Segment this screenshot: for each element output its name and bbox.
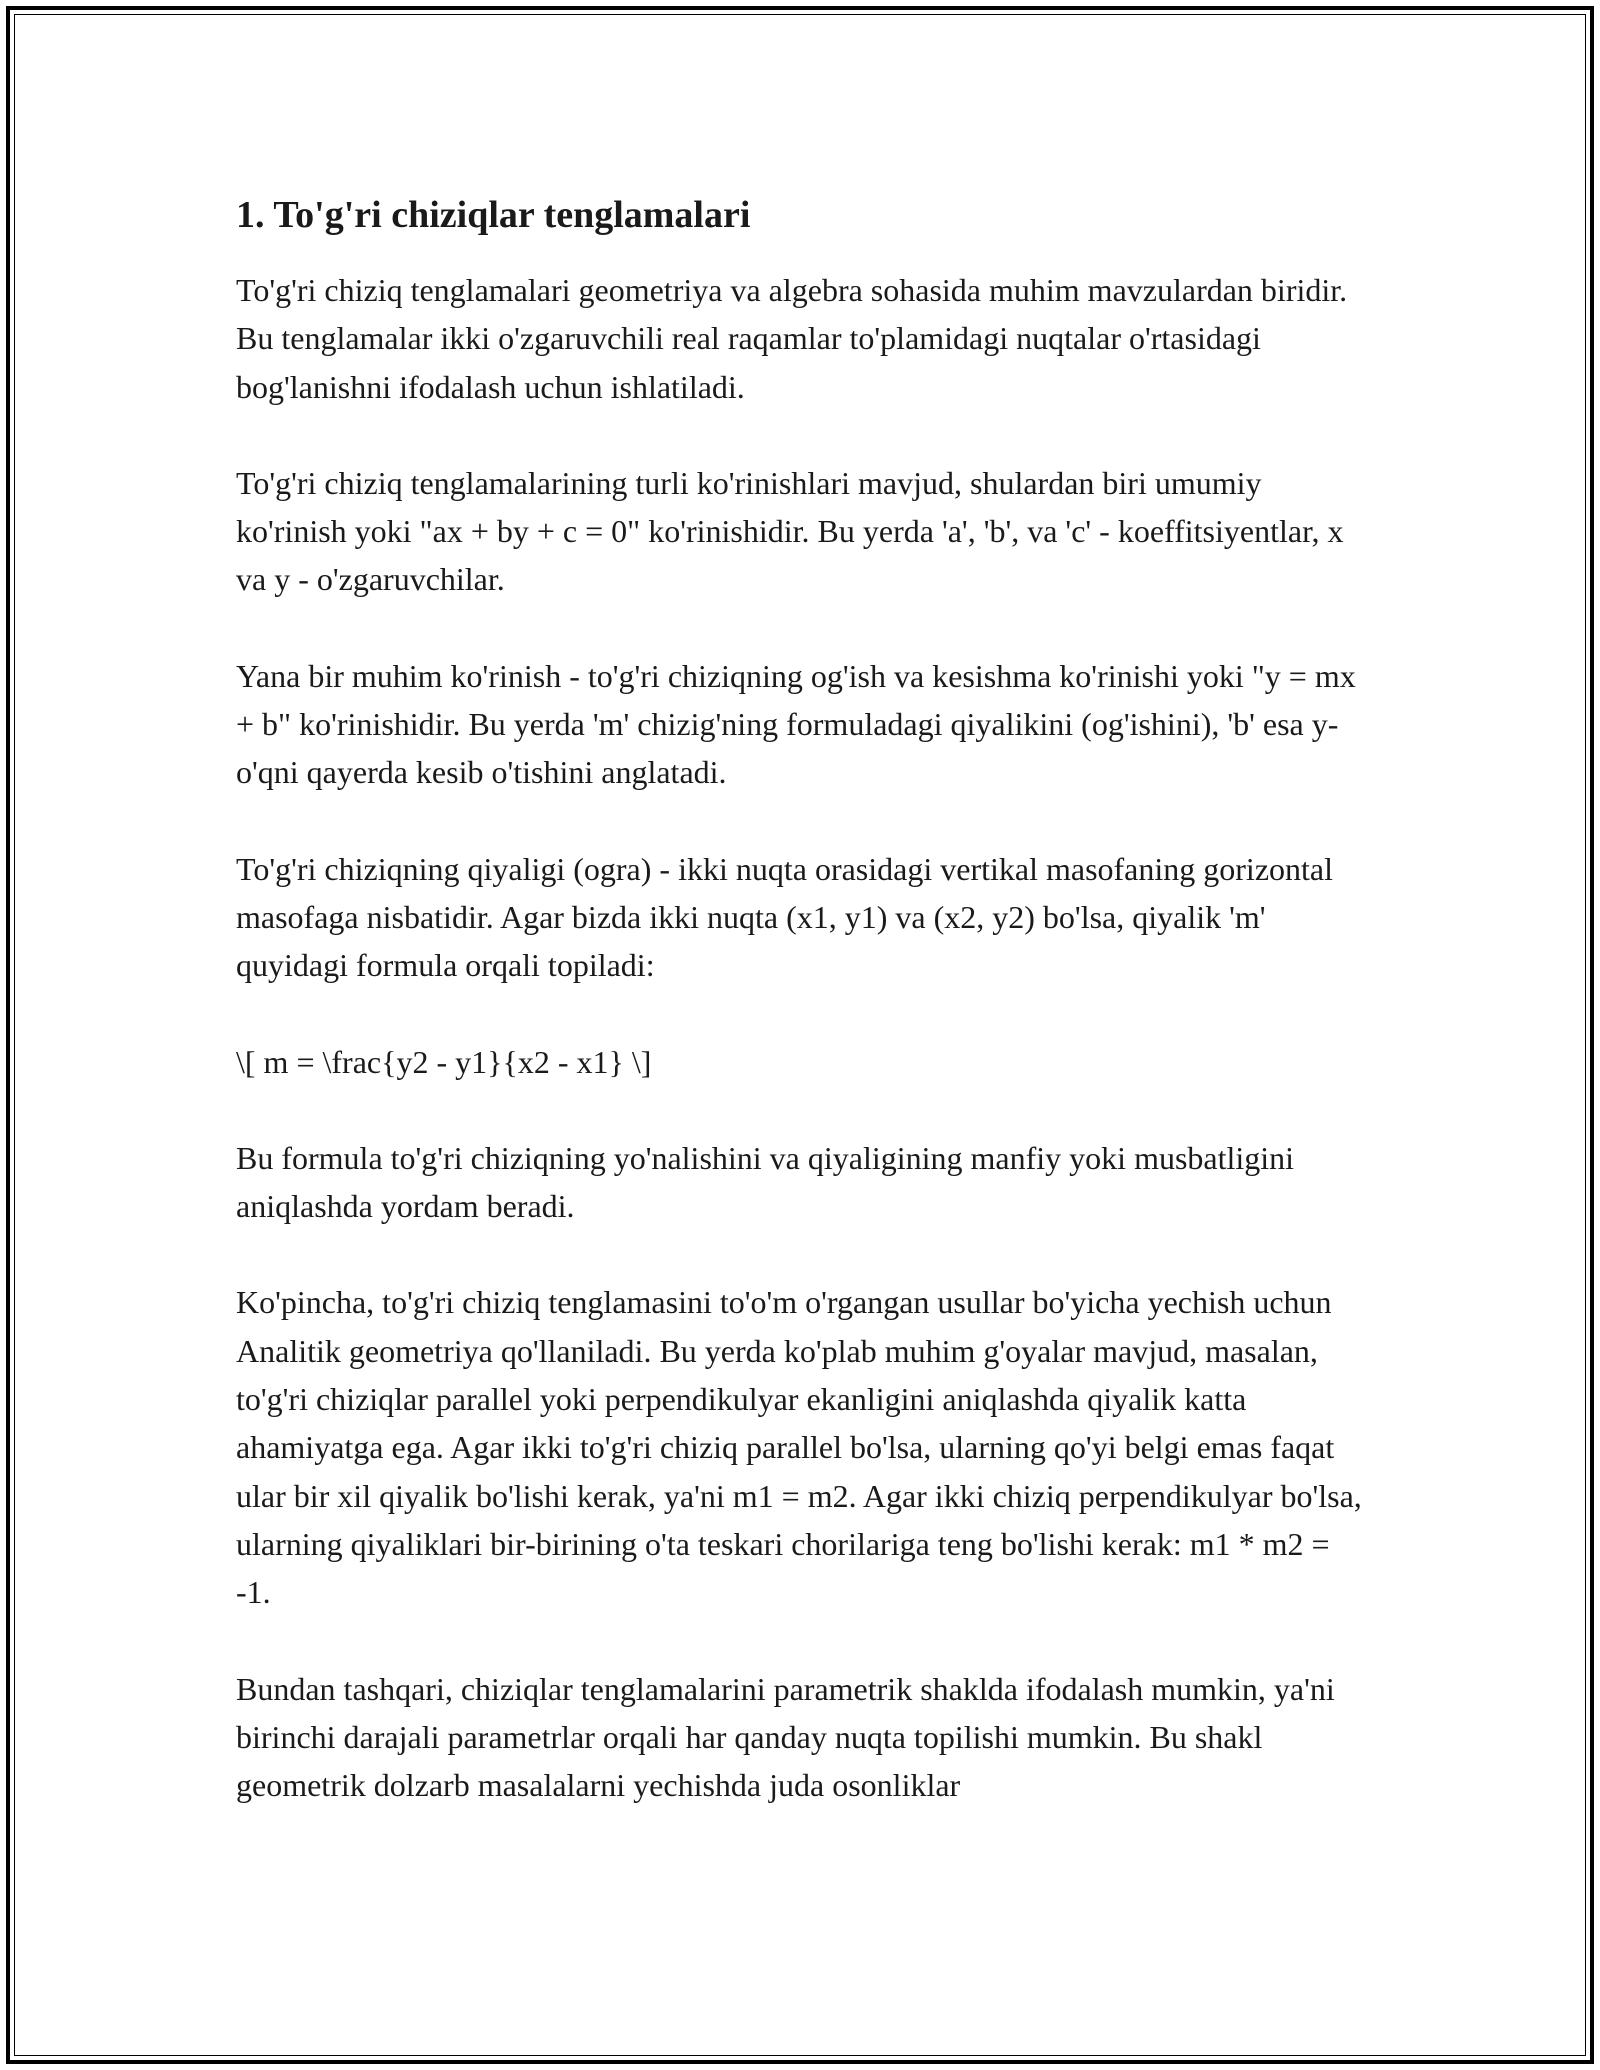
paragraph-formula-use: Bu formula to'g'ri chiziqning yo'nalishini va qiyaligining manfiy yoki musbatligini aniqlashda yordam beradi. xyxy=(236,1139,1295,1225)
section-heading: 1. To'g'ri chiziqlar tenglamalari xyxy=(236,194,751,236)
document-body xyxy=(236,188,1366,1857)
paragraph-general-form: To'g'ri chiziq tenglamalarining turli ko'rinishlari mavjud, shulardan biri umumiy ko'rinish yoki "ax + by + c = 0" ko'rinishidir. Bu yerda 'a', 'b', va 'c' - koeffitsiyentlar, x va y - o'zgaruvchilar. xyxy=(236,464,1344,598)
paragraph-parallel-perpendicular: Ko'pincha, to'g'ri chiziq tenglamasini to'o'm o'rgangan usullar bo'yicha yechish uchun Analitik geometriya qo'llaniladi. Bu yerda ko'plab muhim g'oyalar mavjud, masalan, to'g'ri chiziqlar parallel yoki perpendikulyar ekanligini aniqlashda qiyalik katta ahamiyatga ega. Agar ikki to'g'ri chiziq parallel bo'lsa, ularning qo'yi belgi emas faqat ular bir xil qiyalik bo'lishi kerak, ya'ni m1 = m2. Agar ikki chiziq perpendikulyar bo'lsa, ularning qiyaliklari bir-birining o'ta teskari chorilariga teng bo'lishi kerak: m1 * m2 = -1. xyxy=(236,1284,1362,1611)
slope-formula: \[ m = \frac{y2 - y1}{x2 - x1} \] xyxy=(236,1043,652,1080)
paragraph-slope-definition: To'g'ri chiziqning qiyaligi (ogra) - ikki nuqta orasidagi vertikal masofaning gorizontal masofaga nisbatidir. Agar bizda ikki nuqta (x1, y1) va (x2, y2) bo'lsa, qiyalik 'm' quyidagi formula orqali topiladi: xyxy=(236,850,1333,984)
paragraph-intro: To'g'ri chiziq tenglamalari geometriya va algebra sohasida muhim mavzulardan biridir. Bu tenglamalar ikki o'zgaruvchili real raqamlar to'plamidagi nuqtalar o'rtasidagi bog'lanishni ifodalash uchun ishlatiladi. xyxy=(236,272,1348,405)
paragraph-parametric: Bundan tashqari, chiziqlar tenglamalarini parametrik shaklda ifodalash mumkin, ya'ni birinchi darajali parametrlar orqali har qanday nuqta topilishi mumkin. Bu shakl geometrik dolzarb masalalarni yechishda juda osonliklar xyxy=(236,1670,1335,1804)
paragraph-slope-intercept: Yana bir muhim ko'rinish - to'g'ri chiziqning og'ish va kesishma ko'rinishi yoki "y = mx + b" ko'rinishidir. Bu yerda 'm' chizig'ning formuladagi qiyalikini (og'ishini), 'b' esa y-o'qni qayerda kesib o'tishini anglatadi. xyxy=(236,657,1356,791)
